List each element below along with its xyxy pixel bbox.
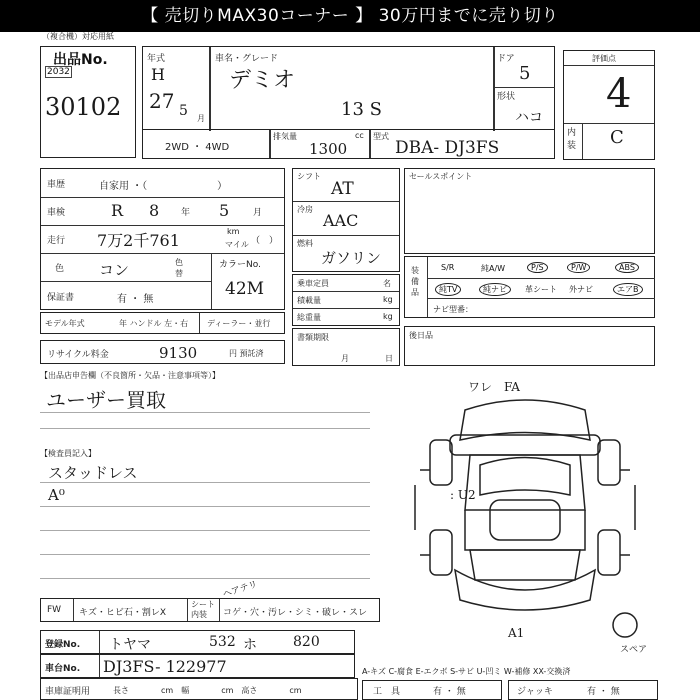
displacement-label: 排気量	[273, 132, 297, 141]
damage-annotation: ヘアテリ	[221, 579, 259, 601]
color-code-label: カラーNo.	[219, 260, 261, 270]
spec-row	[142, 129, 555, 159]
equip-sr: S/R	[441, 263, 455, 272]
car-name: デミオ	[229, 68, 296, 93]
doc-deadline-box	[292, 328, 400, 366]
mileage-label: 走行	[47, 236, 66, 246]
year-era: H	[151, 65, 165, 84]
registration-row	[40, 630, 355, 654]
car-damage-diagram	[410, 380, 660, 640]
equip-navi: 純ナビ	[479, 283, 511, 296]
jack-label: ジャッキ	[517, 687, 553, 697]
recycle-unit: 円 預託済	[229, 349, 264, 358]
inspection-year: 8	[149, 201, 160, 220]
interior-value: C	[610, 127, 624, 148]
mileage-unit-km: km	[227, 227, 240, 236]
inspector-label: 【検査員記入】	[40, 449, 96, 458]
title-banner: 【 売切りMAX30コーナー 】 30万円までに売り切り	[0, 0, 700, 32]
capacity-unit-1: kg	[383, 295, 393, 304]
garage-cert-label: 車庫証明用	[45, 687, 91, 697]
diagram-top-marks: ワレ FA	[468, 380, 520, 394]
equipment-label: 装備品	[411, 266, 419, 297]
fuel-label: 燃料	[297, 239, 313, 248]
sales-point-box	[404, 168, 655, 254]
chassis-value: DJ3FS- 122977	[103, 657, 227, 676]
door-label: ドア	[497, 54, 515, 64]
mileage-paren: （ ）	[251, 236, 279, 246]
model-year-label: モデル年式	[45, 319, 85, 328]
recycle-row	[40, 340, 285, 364]
capacity-label-2: 総重量	[297, 313, 321, 322]
color-value: コン	[99, 261, 130, 279]
year-month: 5	[179, 103, 188, 119]
spare-label: スペア	[620, 645, 648, 655]
warranty-label: 保証書	[47, 293, 75, 303]
tools-value: 有 ・ 無	[433, 687, 466, 697]
diagram-center-mark: : U2	[450, 488, 476, 502]
lot-label: 出品No.	[53, 52, 108, 68]
after-note-label: 後日品	[409, 331, 433, 340]
tools-row	[362, 680, 502, 700]
color-change-label: 色替	[175, 258, 183, 278]
registration-pref: トヤマ	[109, 637, 151, 653]
score-value: 4	[606, 71, 632, 117]
year-month-unit: 月	[197, 114, 205, 123]
registration-kana: ホ	[243, 637, 257, 653]
model-value: DBA- DJ3FS	[395, 138, 500, 158]
jack-row	[508, 680, 658, 700]
fuel-value: ガソリン	[321, 249, 382, 267]
damage-legend: A-キズ C-腐食 E-エクボ S-サビ U-凹ミ W-補修 XX-交換済	[362, 667, 571, 676]
equip-airbag: エアB	[613, 283, 643, 296]
seller-notes-label: 【出品店申告欄（不良箇所・欠品・注意事項等）】	[40, 371, 220, 380]
car-info-box	[142, 46, 555, 130]
score-box	[563, 50, 655, 160]
shift-value: AT	[331, 179, 354, 199]
warranty-value: 有 ・ 無	[117, 294, 154, 305]
after-note-box	[404, 326, 655, 366]
door-value: 5	[519, 63, 531, 84]
seller-notes-text: ユーザー買取	[46, 388, 166, 412]
inspection-label: 車検	[47, 208, 66, 218]
equip-abs: ABS	[615, 262, 639, 273]
equip-pw: P/W	[567, 262, 590, 273]
sales-point-label: セールスポイント	[409, 172, 473, 181]
capacity-unit-2: kg	[383, 312, 393, 321]
ac-value: AAC	[323, 211, 359, 230]
detail-table	[40, 168, 285, 310]
interior-label: 内装	[567, 128, 577, 151]
inspector-line1: スタッドレス	[48, 464, 138, 482]
year-label: 年式	[147, 54, 166, 64]
inspection-month-unit: 月	[253, 208, 263, 218]
lot-badge: 2032	[47, 67, 70, 77]
capacity-box	[292, 274, 400, 326]
shape-value: ハコ	[515, 110, 543, 126]
year-value: 27	[149, 89, 175, 113]
registration-serial: 820	[293, 634, 320, 650]
garage-cert-items: 長さ cm 幅 cm 高さ cm	[113, 686, 302, 695]
model-year-row	[40, 312, 285, 334]
capacity-unit-0: 名	[383, 279, 391, 288]
top-note: （複合機）対応用紙	[42, 32, 114, 41]
dealer-label: ディーラー・並行	[207, 319, 271, 328]
recycle-label: リサイクル料金	[47, 350, 109, 360]
ac-label: 冷房	[297, 205, 313, 214]
jack-value: 有 ・ 無	[587, 687, 620, 697]
equipment-box	[404, 256, 655, 318]
chassis-row	[40, 654, 355, 678]
equip-tv: 純TV	[435, 283, 461, 296]
history-value: 自家用 ・（ ）	[99, 181, 228, 192]
recycle-value: 9130	[159, 344, 198, 362]
registration-num: 532	[209, 634, 236, 650]
doc-deadline-unit2: 日	[385, 354, 393, 363]
model-label: 型式	[373, 132, 389, 141]
equip-alloy: 純A/W	[481, 264, 506, 273]
capacity-label-1: 積載量	[297, 296, 321, 305]
inspection-month: 5	[219, 201, 230, 220]
car-label: 車名・グレード	[215, 54, 279, 64]
shift-label: シフト	[297, 172, 321, 181]
equip-ext-navi: 外ナビ	[569, 285, 593, 294]
seat-items: コゲ・穴・汚レ・シミ・破レ・スレ	[223, 608, 368, 618]
tools-label: 工 具	[373, 687, 401, 697]
inspector-line2: A⁰	[48, 486, 65, 504]
seat-label: シート内装	[191, 600, 215, 619]
handle-label: 年 ハンドル 左・右	[119, 319, 189, 328]
equip-leather: 革シート	[525, 285, 557, 294]
damage-items: キズ・ヒビ石・割レX	[79, 608, 166, 618]
color-code-value: 42M	[225, 279, 265, 299]
inspection-year-unit: 年	[181, 208, 191, 218]
inspection-era: R	[111, 201, 124, 220]
damage-fw-label: FW	[47, 605, 62, 615]
shift-ac-fuel-box	[292, 168, 400, 272]
diagram-bottom-mark: A1	[508, 626, 525, 640]
navi-model-label: ナビ型番：	[433, 305, 473, 314]
displacement-value: 1300	[309, 140, 348, 158]
color-label: 色	[55, 264, 65, 274]
equip-ps: P/S	[527, 262, 548, 273]
score-label: 評価点	[592, 54, 616, 63]
damage-row	[40, 598, 380, 622]
car-grade: 13 S	[341, 99, 382, 120]
mileage-value: 7万2千761	[97, 231, 180, 250]
drive-type: 2WD ・ 4WD	[165, 142, 230, 153]
capacity-label-0: 乗車定員	[297, 279, 329, 288]
shape-label: 形状	[497, 92, 516, 102]
mileage-unit-mile: マイル	[225, 240, 249, 249]
history-label: 車歴	[47, 180, 66, 190]
lot-box	[40, 46, 136, 158]
garage-cert-row	[40, 678, 358, 700]
doc-deadline-unit: 月	[341, 354, 349, 363]
doc-deadline-label: 書類期限	[297, 333, 329, 342]
lot-number: 30102	[45, 93, 122, 121]
chassis-label: 車台No.	[45, 664, 81, 674]
displacement-unit: cc	[355, 131, 364, 140]
registration-label: 登録No.	[45, 640, 81, 650]
